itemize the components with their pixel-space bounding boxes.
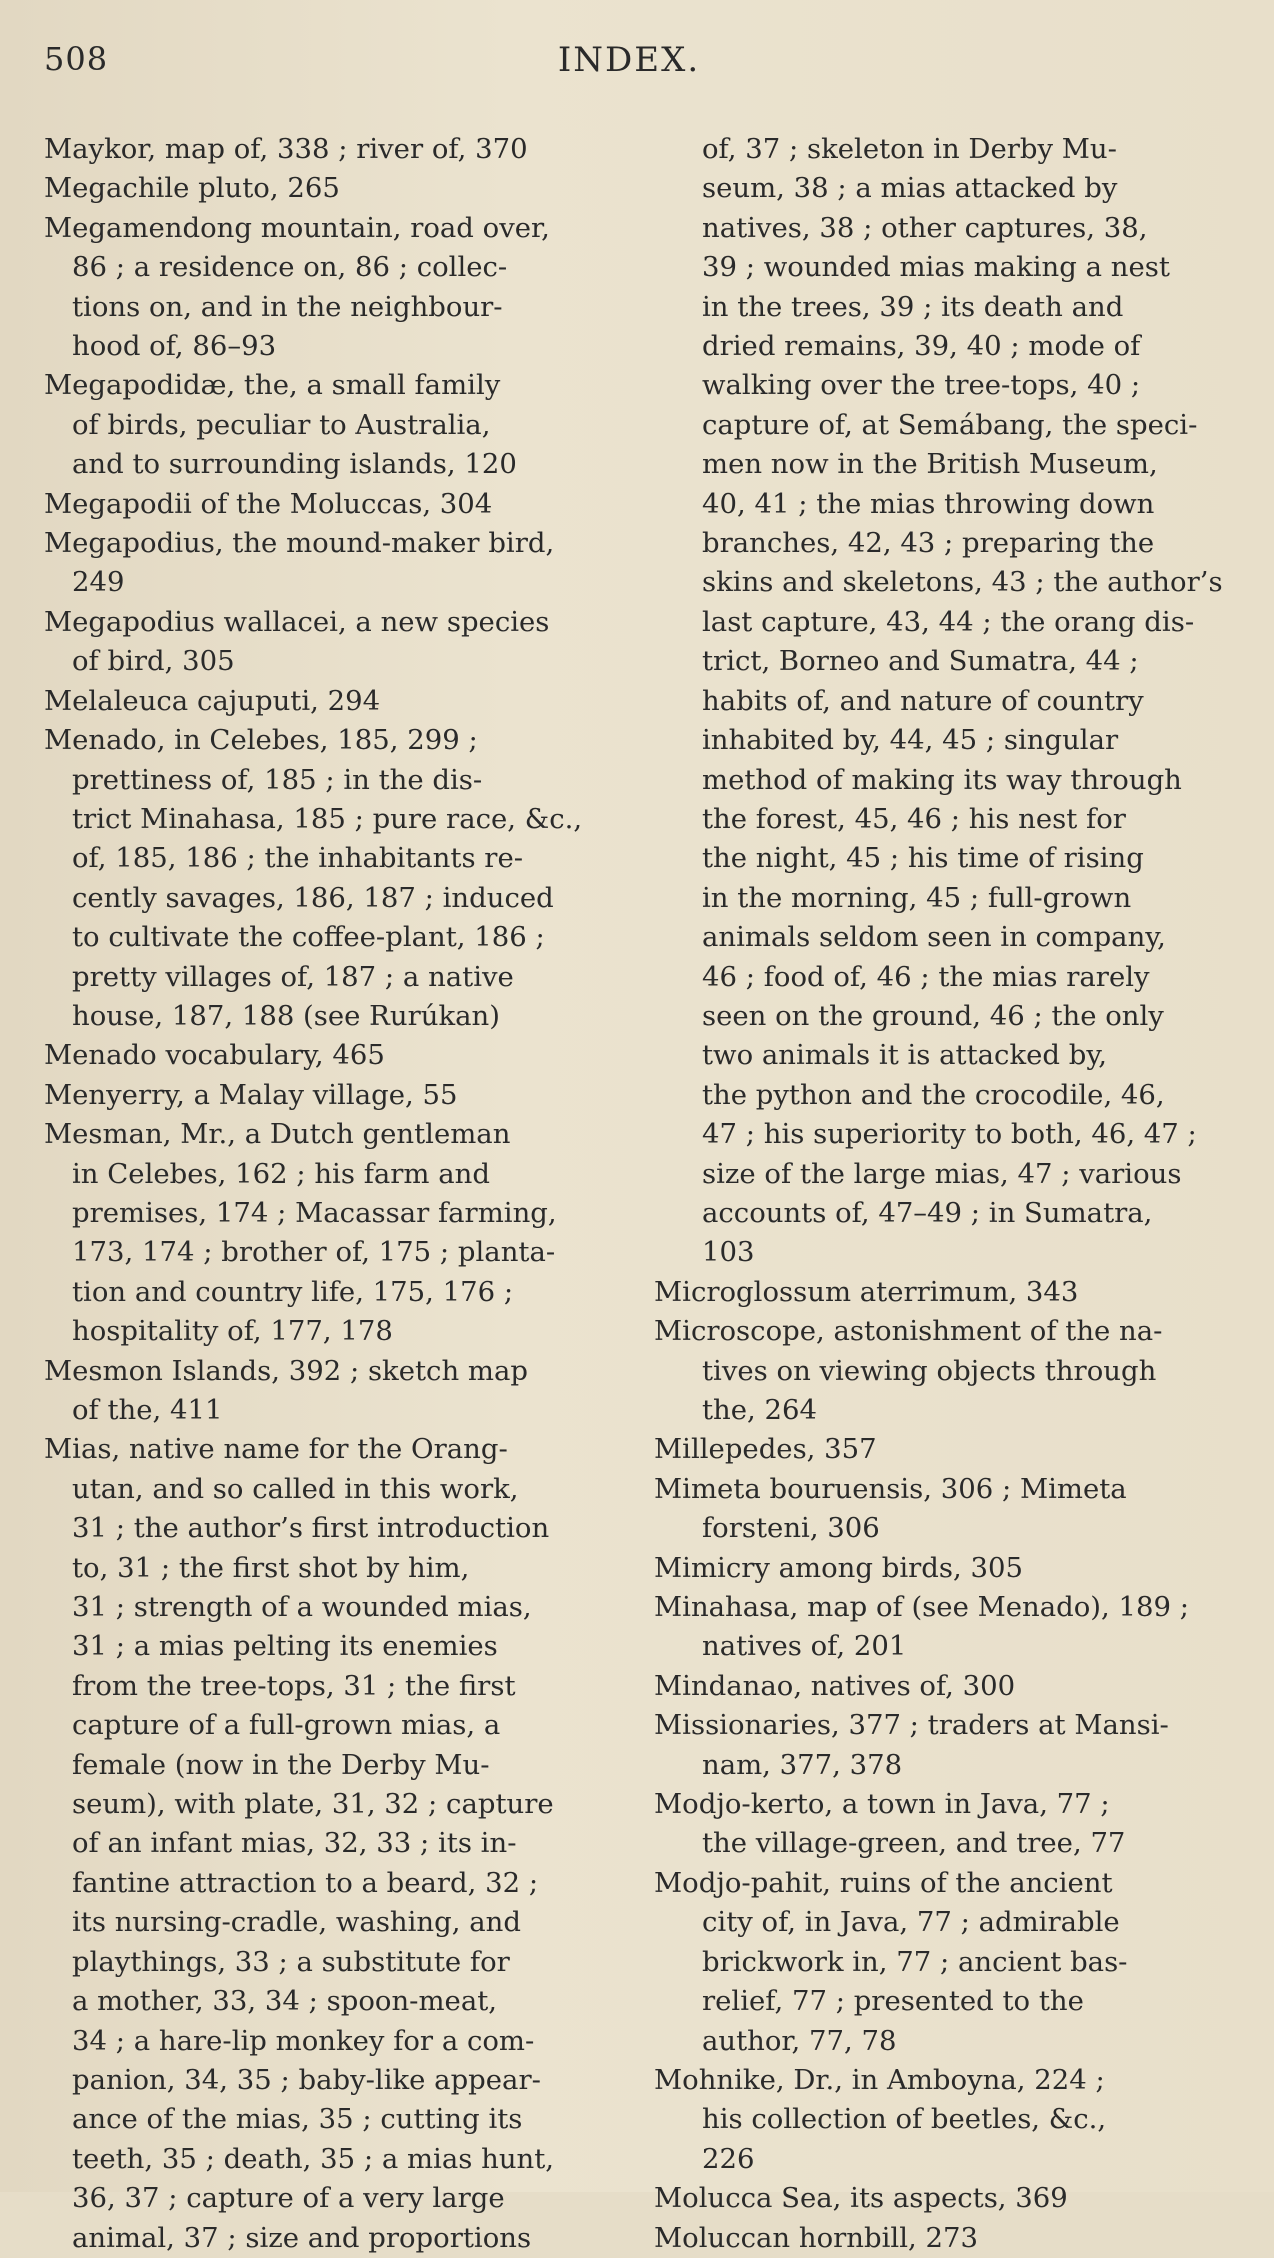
index-entry	[44, 721, 614, 1036]
index-entry	[654, 1706, 1232, 1785]
index-entry-line: and to surrounding islands, 120	[72, 448, 517, 481]
index-entry-line: tions on, and in the neighbour-	[72, 290, 503, 323]
index-entry	[654, 1312, 1232, 1430]
index-entry	[654, 1785, 1232, 1864]
index-entry	[654, 2061, 1232, 2179]
index-entry-line: Megapodius wallacei, a new species	[44, 605, 550, 638]
index-entry	[654, 1667, 1232, 1706]
index-entry-line: ance of the mias, 35 ; cutting its	[72, 2103, 523, 2136]
index-entry-line: of the, 411	[72, 1394, 223, 1426]
index-entry-line: 47 ; his superiority to both, 46, 47 ;	[702, 1118, 1197, 1151]
index-entry-line: Megamendong mountain, road over,	[44, 211, 550, 244]
index-entry	[654, 1273, 1232, 1312]
index-entry-line: 39 ; wounded mias making a nest	[702, 251, 1170, 284]
index-entry-line: Modjo-pahit, ruins of the ancient	[654, 1866, 1113, 1899]
index-entry-line: branches, 42, 43 ; preparing the	[702, 527, 1155, 560]
index-entry-line: accounts of, 47–49 ; in Sumatra,	[702, 1196, 1153, 1229]
index-entry-line: two animals it is attacked by,	[702, 1039, 1107, 1072]
index-entry-line: Microglossum aterrimum, 343	[654, 1275, 1079, 1308]
index-entry-line: Molucca Sea, its aspects, 369	[654, 2182, 1068, 2215]
index-entry-line: 31 ; a mias pelting its enemies	[72, 1630, 498, 1663]
index-entry-line: trict Minahasa, 185 ; pure race, &c.,	[72, 802, 583, 835]
index-column-right	[654, 130, 1232, 2258]
index-entry-line: 226	[702, 2142, 755, 2175]
index-entry-line: of an infant mias, 32, 33 ; its in-	[72, 1827, 517, 1860]
index-entry-line: Microscope, astonishment of the na-	[654, 1315, 1163, 1348]
index-entry-line: 31 ; strength of a wounded mias,	[72, 1591, 532, 1624]
index-entry-line: the python and the crocodile, 46,	[702, 1078, 1165, 1111]
index-entry	[44, 1352, 614, 1431]
index-entry	[44, 1430, 614, 2258]
index-entry-line: seum, 38 ; a mias attacked by	[702, 172, 1118, 205]
index-entry	[44, 603, 614, 682]
index-entry-line: playthings, 33 ; a substitute for	[72, 1945, 510, 1978]
index-entry-line: Megapodius, the mound-maker bird,	[44, 527, 555, 560]
index-entry-line: utan, and so called in this work,	[72, 1472, 519, 1505]
index-entry-line: Melaleuca cajuputi, 294	[44, 684, 381, 717]
index-entry-line: natives, 38 ; other captures, 38,	[702, 211, 1148, 244]
index-entry-line: Mohnike, Dr., in Amboyna, 224 ;	[654, 2063, 1105, 2096]
index-entry-line: prettiness of, 185 ; in the dis-	[72, 763, 483, 796]
index-entry-line: Maykor, map of, 338 ; river of, 370	[44, 133, 528, 165]
index-entry-line: 31 ; the author’s first introduction	[72, 1512, 550, 1545]
index-entry-line: Moluccan hornbill, 273	[654, 2221, 978, 2254]
index-entry-line: Megachile pluto, 265	[44, 172, 340, 205]
index-entry-line: city of, in Java, 77 ; admirable	[702, 1906, 1120, 1939]
index-entry-line: animals seldom seen in company,	[702, 921, 1166, 954]
index-entry-line: relief, 77 ; presented to the	[702, 1985, 1084, 2018]
index-entry-line: 46 ; food of, 46 ; the mias rarely	[702, 960, 1150, 993]
index-entry-line: pretty villages of, 187 ; a native	[72, 960, 514, 993]
index-entry-line: Mimicry among birds, 305	[654, 1551, 1023, 1584]
index-entry	[654, 1864, 1232, 2061]
index-entry-line: 40, 41 ; the mias throwing down	[702, 487, 1155, 520]
index-entry	[654, 1470, 1232, 1549]
index-entry-line: walking over the tree-tops, 40 ;	[702, 369, 1141, 402]
index-entry-line: female (now in the Derby Mu-	[72, 1748, 490, 1781]
index-entry-line: nam, 377, 378	[702, 1748, 903, 1781]
index-entry-line: of birds, peculiar to Australia,	[72, 408, 491, 441]
index-entry-line: Menado vocabulary, 465	[44, 1039, 385, 1072]
index-entry-line: Menado, in Celebes, 185, 299 ;	[44, 724, 478, 757]
index-entry-line: Mesmon Islands, 392 ; sketch map	[44, 1354, 528, 1387]
index-entry	[44, 1036, 614, 1075]
index-entry-line: capture of, at Semábang, the speci-	[702, 408, 1198, 441]
index-entry-line: from the tree-tops, 31 ; the first	[72, 1669, 516, 1702]
index-entry-line: dried remains, 39, 40 ; mode of	[702, 330, 1141, 363]
index-entry-line: size of the large mias, 47 ; various	[702, 1157, 1182, 1190]
index-entry-line: 36, 37 ; capture of a very large	[72, 2182, 505, 2215]
index-entry	[654, 130, 1232, 1273]
index-entry-line: in Celebes, 162 ; his farm and	[72, 1157, 490, 1190]
index-entry-line: Megapodii of the Moluccas, 304	[44, 487, 493, 520]
index-entry	[44, 1076, 614, 1115]
index-entry-line: tion and country life, 175, 176 ;	[72, 1275, 514, 1308]
index-entry-line: his collection of beetles, &c.,	[702, 2103, 1107, 2136]
index-entry	[44, 524, 614, 603]
index-entry-line: to, 31 ; the first shot by him,	[72, 1551, 470, 1584]
index-entry-line: Mimeta bouruensis, 306 ; Mimeta	[654, 1472, 1127, 1505]
index-entry-line: Missionaries, 377 ; traders at Mansi-	[654, 1709, 1169, 1742]
index-entry-line: fantine attraction to a beard, 32 ;	[72, 1866, 539, 1899]
index-entry-line: Mias, native name for the Orang-	[44, 1433, 508, 1466]
index-entry-line: seum), with plate, 31, 32 ; capture	[72, 1788, 554, 1821]
index-entry-line: Millepedes, 357	[654, 1433, 877, 1466]
index-entry-line: men now in the British Museum,	[702, 448, 1158, 481]
index-entry-line: animal, 37 ; size and proportions	[72, 2221, 532, 2254]
index-entry-line: author, 77, 78	[702, 2024, 897, 2057]
index-entry-line: 86 ; a residence on, 86 ; collec-	[72, 251, 508, 284]
index-entry-line: capture of a full-grown mias, a	[72, 1709, 501, 1742]
index-entry-line: of, 37 ; skeleton in Derby Mu-	[702, 133, 1117, 165]
index-entry-line: hood of, 86–93	[72, 330, 277, 363]
index-entry-line: tives on viewing objects through	[702, 1354, 1157, 1387]
index-entry-line: trict, Borneo and Sumatra, 44 ;	[702, 645, 1139, 678]
index-entry-line: Modjo-kerto, a town in Java, 77 ;	[654, 1788, 1110, 1821]
index-entry-line: its nursing-cradle, washing, and	[72, 1906, 521, 1939]
index-entry-line: of bird, 305	[72, 645, 235, 678]
index-entry-line: Mindanao, natives of, 300	[654, 1669, 1016, 1702]
index-entry-line: Megapodidæ, the, a small family	[44, 369, 501, 402]
index-entry-line: a mother, 33, 34 ; spoon-meat,	[72, 1985, 498, 2018]
index-entry-line: the forest, 45, 46 ; his nest for	[702, 802, 1126, 835]
index-entry	[44, 366, 614, 484]
index-entry-line: the night, 45 ; his time of rising	[702, 842, 1144, 875]
index-entry-line: inhabited by, 44, 45 ; singular	[702, 724, 1119, 757]
index-entry	[44, 485, 614, 524]
index-entry-line: 103	[702, 1236, 755, 1269]
index-entry-line: the village-green, and tree, 77	[702, 1827, 1126, 1860]
index-entry-line: teeth, 35 ; death, 35 ; a mias hunt,	[72, 2142, 555, 2175]
index-entry-line: skins and skeletons, 43 ; the author’s	[702, 566, 1223, 599]
index-entry-line: Mesman, Mr., a Dutch gentleman	[44, 1118, 511, 1151]
index-entry-line: 173, 174 ; brother of, 175 ; planta-	[72, 1236, 556, 1269]
index-entry	[654, 1588, 1232, 1667]
index-entry-line: natives of, 201	[702, 1630, 907, 1663]
index-entry	[44, 169, 614, 208]
index-entry	[654, 2179, 1232, 2218]
index-entry	[44, 1115, 614, 1351]
index-entry-line: premises, 174 ; Macassar farming,	[72, 1196, 557, 1229]
index-entry-line: brickwork in, 77 ; ancient bas-	[702, 1945, 1128, 1978]
index-entry-line: of, 185, 186 ; the inhabitants re-	[72, 842, 524, 875]
index-entry-line: 34 ; a hare-lip monkey for a com-	[72, 2024, 535, 2057]
index-entry-line: the, 264	[702, 1394, 818, 1426]
page-number: 508	[44, 40, 109, 78]
index-entry	[654, 2219, 1232, 2258]
index-entry	[44, 130, 614, 169]
index-entry-line: habits of, and nature of country	[702, 684, 1144, 717]
index-entry-line: Minahasa, map of (see Menado), 189 ;	[654, 1591, 1189, 1624]
index-column-left	[44, 130, 614, 2258]
index-entry-line: hospitality of, 177, 178	[72, 1315, 393, 1348]
index-entry-line: Menyerry, a Malay village, 55	[44, 1078, 458, 1111]
index-entry-line: last capture, 43, 44 ; the orang dis-	[702, 605, 1195, 638]
index-entry	[44, 209, 614, 367]
index-entry-line: seen on the ground, 46 ; the only	[702, 999, 1164, 1032]
index-entry-line: forsteni, 306	[702, 1512, 880, 1545]
index-entry-line: method of making its way through	[702, 763, 1182, 796]
index-entry-line: house, 187, 188 (see Rurúkan)	[72, 999, 500, 1032]
index-entry	[654, 1549, 1232, 1588]
running-head: INDEX.	[557, 40, 701, 80]
index-entry	[654, 1430, 1232, 1469]
index-entry-line: 249	[72, 566, 125, 599]
index-entry	[44, 682, 614, 721]
index-entry-line: to cultivate the coffee-plant, 186 ;	[72, 921, 545, 954]
index-entry-line: in the trees, 39 ; its death and	[702, 290, 1124, 323]
page-header	[44, 40, 1214, 90]
index-entry-line: cently savages, 186, 187 ; induced	[72, 881, 554, 914]
index-entry-line: panion, 34, 35 ; baby-like appear-	[72, 2063, 541, 2096]
index-entry-line: in the morning, 45 ; full-grown	[702, 881, 1132, 914]
